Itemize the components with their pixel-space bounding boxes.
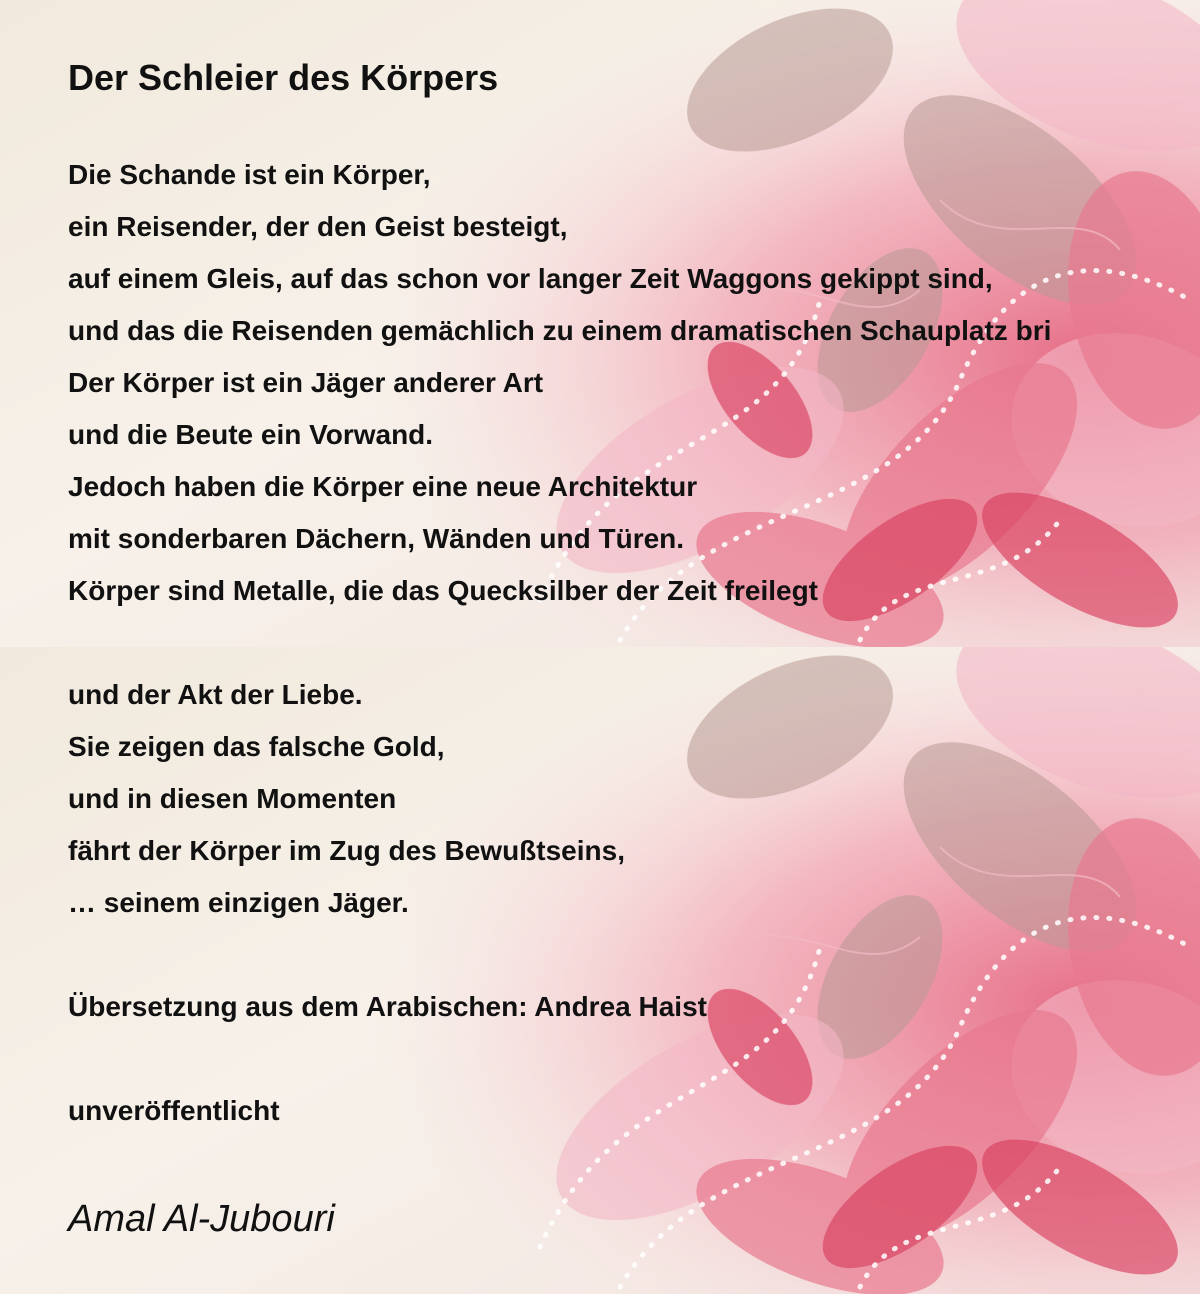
poem-title: Der Schleier des Körpers xyxy=(68,57,499,98)
poem-line: ein Reisender, der den Geist besteigt, xyxy=(68,211,568,242)
poem-line: auf einem Gleis, auf das schon vor langer Zeit Waggons gekippt sind, xyxy=(68,263,993,294)
poem-line: und in diesen Momenten xyxy=(68,783,397,814)
poem-line: Sie zeigen das falsche Gold, xyxy=(68,731,445,762)
translation-credit: Übersetzung aus dem Arabischen: Andrea Haist xyxy=(68,991,707,1022)
poem-line: und die Beute ein Vorwand. xyxy=(68,419,434,450)
poem-line: Der Körper ist ein Jäger anderer Art xyxy=(68,367,544,398)
poem-line: und das die Reisenden gemächlich zu einem dramatischen Schauplatz bri xyxy=(68,315,1052,346)
poem-line: Die Schande ist ein Körper, xyxy=(68,159,431,190)
poem-line: fährt der Körper im Zug des Bewußtseins, xyxy=(68,835,625,866)
poem-line: … seinem einzigen Jäger. xyxy=(68,887,409,918)
poem-line: und der Akt der Liebe. xyxy=(68,679,363,710)
poem-line: Körper sind Metalle, die das Quecksilber der Zeit freilegt xyxy=(68,575,818,606)
poem-author: Amal Al-Jubouri xyxy=(68,1198,335,1240)
poem-card xyxy=(68,0,1200,1294)
poem-line: mit sonderbaren Dächern, Wänden und Türen. xyxy=(68,523,685,554)
publication-status: unveröffentlicht xyxy=(68,1095,280,1126)
poem-line: Jedoch haben die Körper eine neue Architektur xyxy=(68,471,698,502)
